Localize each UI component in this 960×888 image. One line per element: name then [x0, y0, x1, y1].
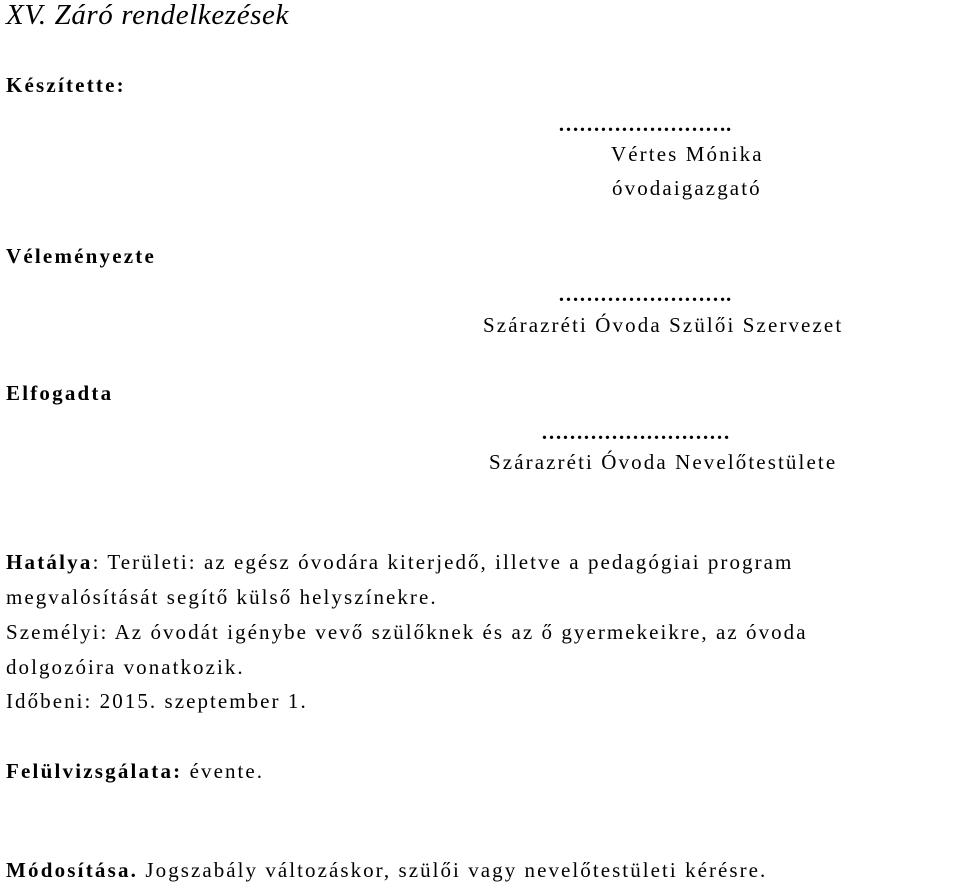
prepared-by-label: Készítette: [6, 73, 126, 97]
prepared-by-name: Vértes Mónika [611, 142, 764, 166]
amendment-value: Jogszabály változáskor, szülői vagy nevelőtestületi kérésre. [138, 858, 768, 882]
reviewed-by-label: Véleményezte [6, 244, 156, 268]
accepted-signature-line: ……………………… [541, 420, 730, 444]
accepted-by-label: Elfogadta [6, 381, 114, 405]
review-schedule-label: Felülvizsgálata: [6, 759, 183, 783]
validity-line-2: megvalósítását segítő külső helyszínekre. [6, 585, 438, 609]
section-heading: XV. Záró rendelkezések [6, 0, 289, 31]
accepted-by-body: Szárazréti Óvoda Nevelőtestülete [489, 450, 838, 474]
amendment [6, 853, 767, 888]
validity-territorial: : Területi: az egész óvodára kiterjedő, illetve a pedagógiai program [92, 550, 794, 574]
validity-label: Hatálya [6, 550, 93, 574]
prepared-signature-line: ……………………. [558, 112, 732, 136]
review-schedule-value: évente. [182, 759, 265, 783]
review-schedule [6, 754, 264, 789]
prepared-by-title: óvodaigazgató [612, 176, 762, 200]
validity-line-1 [6, 545, 793, 580]
amendment-label: Módosítása. [6, 858, 139, 882]
validity-line-4: dolgozóira vonatkozik. [6, 655, 245, 679]
reviewed-signature-line: ……………………. [558, 282, 732, 306]
validity-personal: Személyi: Az óvodát igénybe vevő szülőknek és az ő gyermekeikre, az óvoda [6, 620, 808, 644]
reviewed-by-body: Szárazréti Óvoda Szülői Szervezet [483, 313, 844, 337]
validity-temporal: Időbeni: 2015. szeptember 1. [6, 689, 308, 713]
